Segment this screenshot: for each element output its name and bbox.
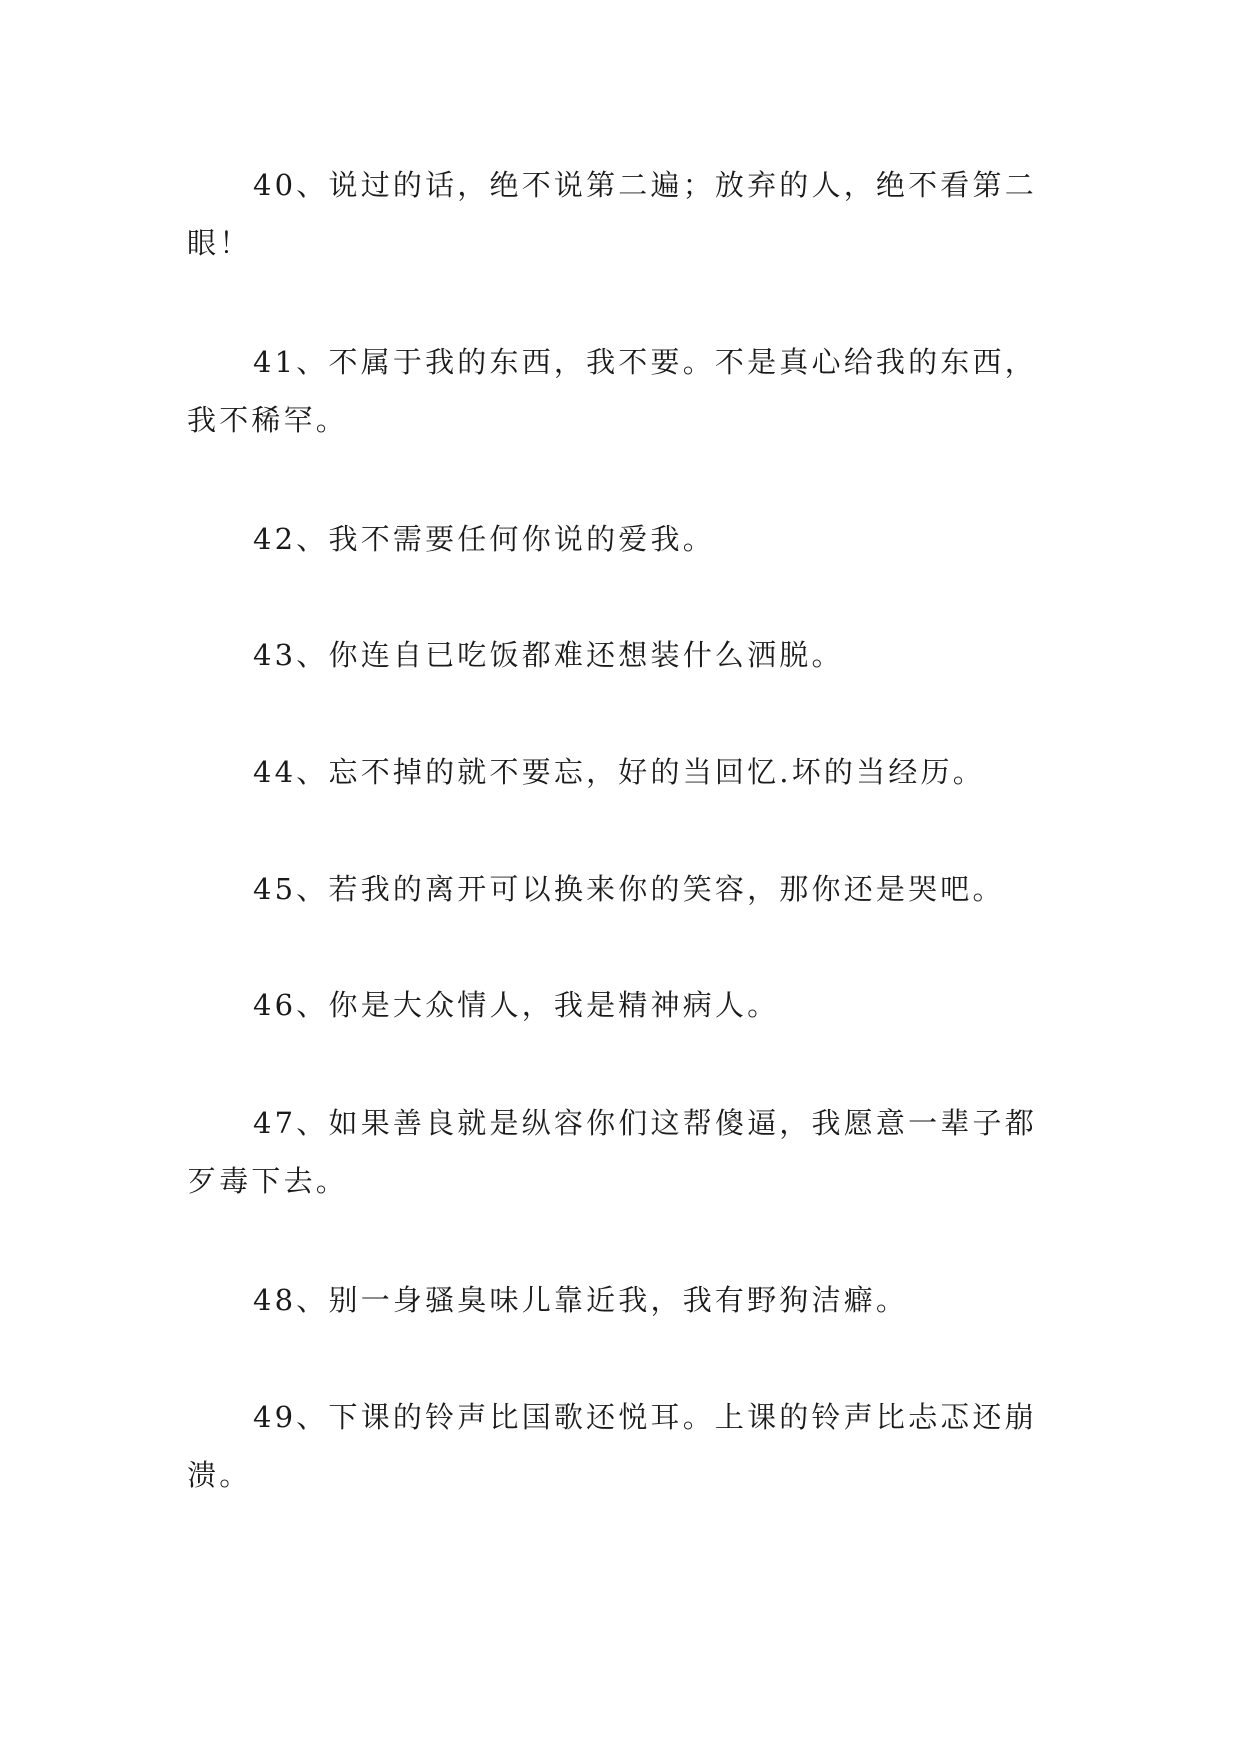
quote-paragraph-49: 49、下课的铃声比国歌还悦耳。上课的铃声比忐忑还崩溃。 [187,1400,1037,1492]
quote-paragraph-43: 43、你连自已吃饭都难还想装什么洒脱。 [253,638,844,672]
quote-paragraph-44: 44、忘不掉的就不要忘，好的当回忆.坏的当经历。 [253,755,985,789]
quote-paragraph-40: 40、说过的话，绝不说第二遍；放弃的人，绝不看第二眼！ [187,168,1037,260]
quote-paragraph-47: 47、如果善良就是纵容你们这帮傻逼，我愿意一辈子都歹毒下去。 [187,1106,1037,1198]
quote-paragraph-42: 42、我不需要任何你说的爱我。 [253,522,715,556]
quote-paragraph-46: 46、你是大众情人，我是精神病人。 [253,988,780,1022]
quote-paragraph-45: 45、若我的离开可以换来你的笑容，那你还是哭吧。 [253,872,1005,906]
quote-paragraph-41: 41、不属于我的东西，我不要。不是真心给我的东西，我不稀罕。 [187,345,1037,437]
quote-paragraph-48: 48、别一身骚臭味儿靠近我，我有野狗洁癖。 [253,1283,909,1317]
